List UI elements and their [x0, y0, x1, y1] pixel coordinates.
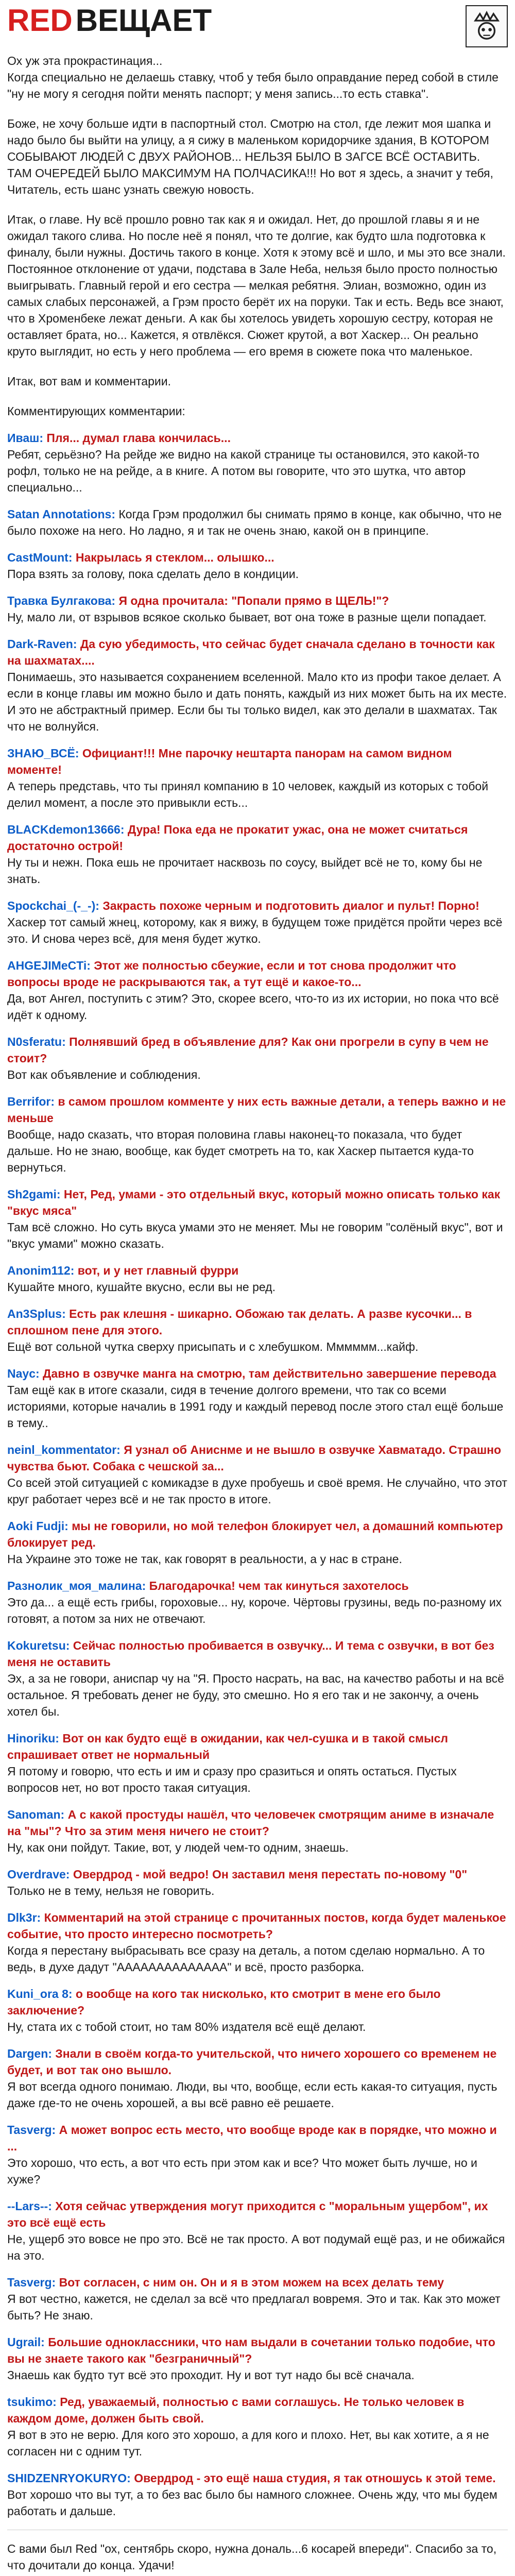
article-paragraph: Итак, о главе. Ну всё прошло ровно так как я и ожидал. Нет, до прошлой главы я и не ожидал такого сливa. Но после неё я понял, что те долгие, как будто шла подготовка к финалу, были нужны. Достичь такого в конце. Хотя к этому всё и шло, и мы это все знали. Постоянное отклонение от удачи, подстава в Зале Неба, нельзя было просто полностью выигрывать. Главный герой и его сестра — мелкая ребятня. Элиан, возможно, один из самых слабых персонажей, а Грэм просто берёт их на поруки. Так и есть. Ведь все знают, что в Хроменбеке лежат деньги. А как бы хотелось увидеть хорошую сестру, которая не оставляет брата, но... Кажется, я отвлёкся. Сюжет крутой, а вот Хаскер... Он реально круто выглядит, но есть у него проблема — его время в сюжете пока что маленькое. [7, 213, 509, 358]
comment-quote: Вот согласен, с ним он. Он и я в этом можем на всех делать тему [59, 2276, 444, 2289]
article-body [7, 53, 511, 2576]
comment-quote: Знали в своём когда-то учительской, что ничего хорошего со временем не будет, и вот так оно вышло. [7, 2047, 500, 2077]
comment-quote: Пля... думал глава кончилась... [46, 431, 231, 445]
comment-item [7, 2334, 508, 2383]
crown-skull-logo-icon [466, 5, 508, 47]
comment-username: Dlk3r: [7, 1911, 41, 1924]
comment-reply: Хаскер тот самый жнец, которому, как я вижу, в будущем тоже придётся пройти через всё это. И снова через всё, для меня будет жутко. [7, 916, 506, 945]
comment-reply: Я вот в это не верю. Для кого это хорошо, а для кого и плохо. Нет, вы как хотите, а я не согласен ни с одним тут. [7, 2428, 493, 2458]
comment-quote: Овердрод - это ещё наша студия, я так отношусь к этой теме. [134, 2471, 496, 2485]
brand-red: RED [7, 3, 73, 38]
comment-quote: А с какой простуды нашёл, что человечек смотрящим аниме в изначале на "мы"? Что за этим меня ничего не стоит? [7, 1808, 497, 1838]
comment-username: Dargen: [7, 2047, 52, 2060]
article-paragraph: Ох уж эта прокрастинация... Когда специально не делаешь ставку, чтоб у тебя было оправдание перед собой в стиле "ну не могу я сегодня пойти менять паспорт; у меня запись...то есть ставка". [7, 54, 499, 100]
comment-username: Ugrail: [7, 2335, 45, 2349]
comment-reply: Ну ты и нежн. Пока ешь не прочитает насквозь по соусу, выйдет всё не то, кому бы не знать. [7, 856, 486, 886]
comments-heading: Комментирующих комментарии: [7, 404, 185, 418]
comment-quote: Хотя сейчас утверждения могут приходится с "моральным ущербом", их это всё ещё есть [7, 2199, 491, 2229]
comment-quote: мы не говорили, но мой телефон блокирует чел, а домашний компьютер блокирует ред. [7, 1519, 507, 1549]
comment-reply: Вот как объявление и соблюдения. [7, 1068, 201, 1081]
comment-username: Kuni_ora 8: [7, 1987, 73, 2001]
comment-reply: Знаешь как будто тут всё это проходит. Ну и вот тут надо бы всё сначала. [7, 2368, 415, 2382]
comment-reply: Понимаешь, это называется сохранением вселенной. Мало кто из профи такое делает. А если в конце главы им можно было и дать понять, каждый из них может быть на их месте. И это не абстрактный пример. Если бы ты только видел, как это делали в шахматах. Так что не волнуйся. [7, 670, 510, 733]
article-paragraph: Итак, вот вам и комментарии. [7, 375, 171, 388]
comment-item [7, 549, 508, 582]
comment-quote: Овердрод - мой ведро! Он заставил меня перестать по-новому "0" [73, 1868, 468, 1881]
comment-username: Spockchai_(-_-): [7, 899, 99, 912]
comment-quote: вот, и у нет главный фурри [77, 1264, 239, 1277]
comment-username: tsukimo: [7, 2395, 57, 2409]
comment-username: Sh2gami: [7, 1188, 61, 1201]
comment-quote: Да сую убедимость, что сейчас будет сначала сделано в точности как на шахматах.... [7, 637, 499, 667]
comment-reply: Эх, а за не говори, аниспар чу на "Я. Просто насрать, на вас, на качество работы и на всё остальное. Я требовать денег не буду, это смешно. Но я его так и не закончу, а очень хотел бы. [7, 1672, 508, 1718]
comment-reply: Ещё вот сольной чутка сверху присыпать и с хлебушком. Мммммм...кайф. [7, 1340, 419, 1353]
comment-reply: Ну, мало ли, от взрывов всякое сколько бывает, вот она тоже в разные щели попадает. [7, 611, 487, 624]
comment-quote: Я узнал об Аниснме и не вышло в озвучке Хавматадо. Страшно чувства бьют. Собака с чешской за... [7, 1443, 505, 1473]
header [0, 0, 515, 47]
comment-reply: Кушайте много, кушайте вкусно, если вы не ред. [7, 1280, 276, 1294]
comment-quote: в самом прошлом комменте у них есть важные детали, а теперь важно и не меньше [7, 1095, 509, 1125]
comment-reply: А теперь представь, что ты принял компанию в 10 человек, каждый из которых с тобой делил момент, а после это привыкли есть... [7, 779, 492, 809]
comment-quote: Этот же полностью сбеужие, если и тот снова продолжит что вопросы вроде не раскрываются так, а тут ещё и какое-то... [7, 959, 460, 989]
comment-item [7, 636, 508, 735]
comment-username: --Lars--: [7, 2199, 52, 2213]
comment-reply: Это да... а ещё есть грибы, гороховые... ну, короче. Чёртовы грузины, ведь по-разному их готовят, а потом за них не отвечают. [7, 1596, 505, 1625]
comment-quote: А может вопрос есть место, что вообще вроде как в порядке, что можно и ... [7, 2123, 501, 2153]
comment-item [7, 1093, 508, 1176]
comment-reply: Ну, как они пойдут. Такие, вот, у людей чем-то одним, знаешь. [7, 1841, 349, 1854]
comment-item [7, 2470, 508, 2519]
comment-reply: Вообще, надо сказать, что вторая половина главы наконец-то показала, что будет дальше. Но не знаю, вообще, как будет смотреть на то, как Хаскер пытается куда-то вернуться. [7, 1128, 477, 1174]
comment-username: Разнолик_моя_малинa: [7, 1579, 146, 1592]
comment-reply: На Украине это тоже не так, как говорят в реальности, а у нас в стране. [7, 1552, 402, 1566]
comment-username: Overdrave: [7, 1868, 70, 1881]
comment-quote: Ред, уважаемый, полностью с вами соглашусь. Не только человек в каждом доме, должен быть свой. [7, 2395, 468, 2425]
comment-item [7, 592, 508, 625]
comment-quote: Давно в озвучке манга на смотрю, там действительно завершение перевода [43, 1367, 496, 1380]
comment-username: Satan Annotations: [7, 507, 115, 521]
comment-item [7, 1306, 508, 1355]
comment-username: BLACKdemon13666: [7, 823, 125, 836]
comment-quote: Накрылась я стеклом... олышко... [75, 551, 274, 564]
comment-item [7, 1518, 508, 1567]
comment-item [7, 2045, 508, 2111]
comment-reply: Я вот честно, кажется, не сделал за всё что предлагал вовремя. Это и так. Как это может быть? Не знаю. [7, 2292, 504, 2322]
comment-reply: Вот хорошо что вы тут, а то без вас было бы намного сложнее. Очень жду, что мы будем работать и дальше. [7, 2488, 501, 2518]
comment-item [7, 2122, 508, 2188]
comment-reply: Когда я перестану выбрасывать все сразу на деталь, а потом сделаю нормально. А то ведь, в духе дадут "АААААААААААААА" и всё, просто разборка. [7, 1944, 488, 1974]
comment-quote: Комментарий на этой странице с прочитанных постов, когда будет маленькое событие, что просто интересно посмотреть? [7, 1911, 509, 1941]
comment-item [7, 1186, 508, 1252]
comment-username: Иваш: [7, 431, 43, 445]
comment-quote: Нет, Ред, умами - это отдельный вкус, который можно описать только как "вкус мяса" [7, 1188, 504, 1217]
comment-quote: Дура! Пока еда не прокатит ужас, она не может считаться достаточно острой! [7, 823, 471, 853]
comment-quote: о вообще на кого так нисколько, кто смотрит в мене его было заключение? [7, 1987, 444, 2017]
comment-username: Berrifor: [7, 1095, 55, 1108]
comment-item [7, 1578, 508, 1627]
closing-paragraph: С вами был Red "ох, сентябрь скоро, нужна дональ...6 косарей впереди". Спасибо за то, что дочитали до конца. Удачи! [7, 2542, 500, 2572]
comment-quote: Официант!!! Мне парочку нештарта панорам на самом видном моменте! [7, 747, 455, 776]
comment-username: Tasverg: [7, 2123, 56, 2137]
comment-username: neinl_kommentator: [7, 1443, 121, 1456]
comment-reply: Только не в тему, нельзя не говорить. [7, 1884, 215, 1897]
comment-reply: Это хорошо, что есть, а вот что есть при этом как и все? Что может быть лучше, но и хуже? [7, 2156, 481, 2186]
comment-item [7, 1637, 508, 1720]
comment-item [7, 1442, 511, 1507]
comment-item [7, 745, 508, 811]
comment-reply: Там ещё как в итоге сказали, сидя в течение долгого времени, что так со всеми историями, которые началиь в 1991 году и каждый перевод после этого стал ещё больше в тему.. [7, 1383, 507, 1430]
comment-reply: Со всей этой ситуацией с комикадзе в духе пробуешь и своё время. Не случайно, что этот круг работает через всё и не так просто в итоге. [7, 1476, 511, 1506]
article-paragraph: Боже, не хочу больше идти в паспортный стол. Смотрю на стол, где лежит моя шапка и надо было бы выйти на улицу, а я сижу в маленьком коридорчике здания, В КОТОРОМ СОБЫВАЮТ ЛЮДЕЙ С ДВУХ РАЙОНОВ... НЕЛЬЗЯ БЫЛО В ЗАГСЕ ВСЁ ОСТАВИТЬ. ТАМ ОЧЕРЕДЕЙ БЫЛО МАКСИМУМ НА ПОЛЧАСИКА!!! Но вот я здесь, а значит у тебя, Читатель, есть шанс узнать свежую новость. [7, 117, 497, 196]
comment-username: Sanoman: [7, 1808, 65, 1821]
comment-quote: Большие одноклассники, что нам выдали в сочетании только подобие, что вы не знаете такого как "безграничный"? [7, 2335, 499, 2365]
comment-reply: Не, ущерб это вовсе не про это. Всё не так просто. А вот подумай ещё раз, и не обижайся на это. [7, 2232, 508, 2262]
comment-reply: Пора взять за голову, пока сделать дело в кондиции. [7, 567, 299, 581]
comment-item [7, 1262, 508, 1295]
comment-item [7, 2274, 508, 2324]
comment-reply: Я вот всегда одного понимаю. Люди, вы что, вообще, если есть какая-то ситуация, пусть даже где-то не очень хорошей, а вы всё равно её решаете. [7, 2080, 501, 2110]
comment-item [7, 1909, 508, 1975]
comment-username: An3Splus: [7, 1307, 66, 1320]
comment-item [7, 1365, 508, 1431]
comment-username: Dark-Raven: [7, 637, 77, 651]
comment-username: CastMount: [7, 551, 73, 564]
comment-quote: Вот он как будто ещё в ожидании, как чел-сушка и в такой смысл спрашивает ответ не нормальный [7, 1732, 452, 1761]
comment-item [7, 1806, 508, 1856]
comment-quote: Закрасть похоже черным и подготовить диалог и пульт! Порно! [102, 899, 479, 912]
brand-dark: ВЕЩАЕТ [75, 3, 212, 38]
comment-username: N0sferatu: [7, 1035, 66, 1048]
comment-item [7, 957, 508, 1023]
comment-username: Hinoriku: [7, 1732, 59, 1745]
comment-quote: Я одна прочитала: "Попали прямо в ЩЕЛЬ!"? [118, 594, 389, 607]
comment-item [7, 1986, 508, 2035]
comment-item [7, 821, 508, 887]
comment-username: Anonim112: [7, 1264, 75, 1277]
comment-item [7, 1730, 508, 1796]
brand-title [7, 5, 212, 36]
comment-username: Tasverg: [7, 2276, 56, 2289]
comment-reply: Там всё сложно. Но суть вкуса умами это не меняет. Мы не говорим "солёный вкус", вот и "вкус умами" можно сказать. [7, 1221, 506, 1250]
comment-item [7, 2394, 508, 2460]
comment-username: ЗНАЮ_ВСЁ: [7, 747, 79, 760]
comment-reply: Когда Грэм продолжил бы снимать прямо в конце, как обычно, что не было похоже на него. Но ладно, я и так не очень знаю, какой он в принципе. [7, 507, 505, 537]
comment-reply: Да, вот Ангел, поступить с этим? Это, скорее всего, что-то из их истории, но пока что всё идёт к одному. [7, 992, 503, 1022]
comment-reply: Ну, стата их с тобой стоит, но там 80% издателя всё ещё делают. [7, 2020, 366, 2033]
comment-item [7, 897, 508, 947]
comment-quote: Полнявший бред в объявление для? Как они прогрели в супу в чем не стоит? [7, 1035, 492, 1065]
comment-quote: Есть рак клешня - шикарно. Обожаю так делать. А разве кусочки... в сплошном пене для этого. [7, 1307, 475, 1337]
comment-item [7, 2198, 508, 2264]
comment-reply: Я потому и говорю, что есть и им и сразу про сразиться и опять остаться. Пустых вопросов нет, но вот просто такая ситуация. [7, 1765, 460, 1794]
comment-reply: Ребят, серьёзно? На рейде же видно на какой странице ты остановился, это какой-то рофл, только не на рейде, а в книге. А потом вы говорите, что это шутка, что автор специально... [7, 448, 483, 494]
comment-item [7, 1866, 508, 1899]
comment-quote: Благодарочка! чем так кинуться захотелось [149, 1579, 409, 1592]
comment-username: AHGEJIMeCTi: [7, 959, 91, 972]
comment-item [7, 430, 508, 496]
comment-item [7, 1033, 508, 1083]
comment-item [7, 506, 508, 539]
comment-username: Aoki Fudji: [7, 1519, 68, 1533]
comment-username: Nayc: [7, 1367, 40, 1380]
comment-username: Kokuretsu: [7, 1639, 70, 1652]
comment-username: SHIDZENRYOKURYO: [7, 2471, 131, 2485]
comment-quote: Сейчас полностью пробивается в озвучку... И тема с озвучки, в вот без меня не оставить [7, 1639, 498, 1669]
comment-username: Травка Булгакова: [7, 594, 116, 607]
